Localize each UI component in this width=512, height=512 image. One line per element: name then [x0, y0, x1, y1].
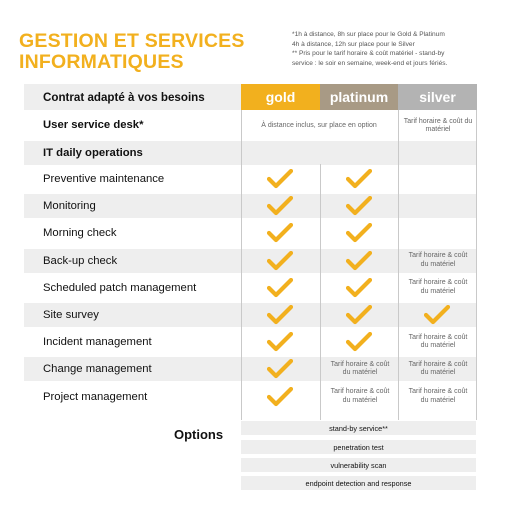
- row-label: Back-up check: [43, 254, 118, 267]
- user-service-desk-gold-platinum-note: À distance inclus, sur place en option: [261, 121, 377, 129]
- price-note: Tarif horaire & coût du matériel: [408, 388, 468, 404]
- option-item: stand-by service**: [241, 421, 476, 435]
- row-label: Site survey: [43, 309, 99, 321]
- user-service-desk-silver-note: Tarif horaire & coût du matériel: [403, 117, 473, 133]
- row-label: Morning check: [43, 227, 117, 240]
- check-icon: [267, 251, 293, 271]
- check-icon: [267, 278, 293, 298]
- footnote-line: *1h à distance, 8h sur place pour le Gold & Platinum: [292, 31, 445, 38]
- row-label: Project management: [43, 390, 148, 403]
- option-item: vulnerability scan: [241, 458, 476, 472]
- header-label: Contrat adapté à vos besoins: [43, 90, 205, 104]
- footnotes: [292, 30, 502, 68]
- section-label: IT daily operations: [43, 147, 143, 159]
- check-icon: [267, 305, 293, 325]
- price-note: Tarif horaire & coût du matériel: [408, 333, 468, 350]
- footnote-line: service : le soir en semaine, week-end et jours fériés.: [292, 59, 448, 67]
- column-divider: [476, 110, 477, 420]
- title-line-1: GESTION ET SERVICES: [19, 30, 245, 52]
- check-icon: [267, 332, 293, 352]
- column-divider: [398, 110, 399, 420]
- check-icon: [267, 223, 293, 243]
- plan-header-silver: silver: [398, 84, 477, 110]
- row-label: Monitoring: [43, 200, 96, 213]
- options-label: Options: [174, 427, 224, 442]
- column-divider: [241, 110, 242, 420]
- page-title: [19, 31, 259, 73]
- check-icon: [346, 251, 372, 271]
- check-icon: [267, 359, 293, 379]
- check-icon: [424, 305, 450, 325]
- check-icon: [346, 278, 372, 298]
- price-note: Tarif horaire & coût du matériel: [330, 360, 390, 377]
- check-icon: [267, 387, 293, 407]
- check-icon: [346, 169, 372, 189]
- option-item: penetration test: [241, 440, 476, 454]
- price-note: Tarif horaire & coût du matériel: [330, 388, 390, 404]
- row-label: Preventive maintenance: [43, 173, 165, 185]
- check-icon: [346, 223, 372, 243]
- column-divider: [320, 164, 321, 420]
- row-label-user-service-desk: User service desk*: [43, 119, 144, 131]
- check-icon: [346, 305, 372, 325]
- plan-header-gold: gold: [241, 84, 320, 110]
- plan-header-platinum: platinum: [320, 84, 398, 110]
- title-line-2: INFORMATIQUES: [19, 51, 184, 73]
- row-label: Change management: [43, 363, 152, 376]
- option-item: endpoint detection and response: [241, 476, 476, 490]
- row-label: Scheduled patch management: [43, 281, 197, 294]
- price-note: Tarif horaire & coût du matériel: [408, 360, 468, 377]
- footnote-line: ** Pris pour le tarif horaire & coût matériel - stand-by: [292, 50, 445, 58]
- price-note: Tarif horaire & coût du matériel: [408, 252, 468, 268]
- row-label: Incident management: [43, 336, 152, 349]
- price-note: Tarif horaire & coût du matériel: [408, 279, 468, 295]
- check-icon: [346, 332, 372, 352]
- check-icon: [346, 196, 372, 216]
- check-icon: [267, 169, 293, 189]
- check-icon: [267, 196, 293, 216]
- footnote-line: 4h à distance, 12h sur place pour le Silver: [292, 40, 415, 48]
